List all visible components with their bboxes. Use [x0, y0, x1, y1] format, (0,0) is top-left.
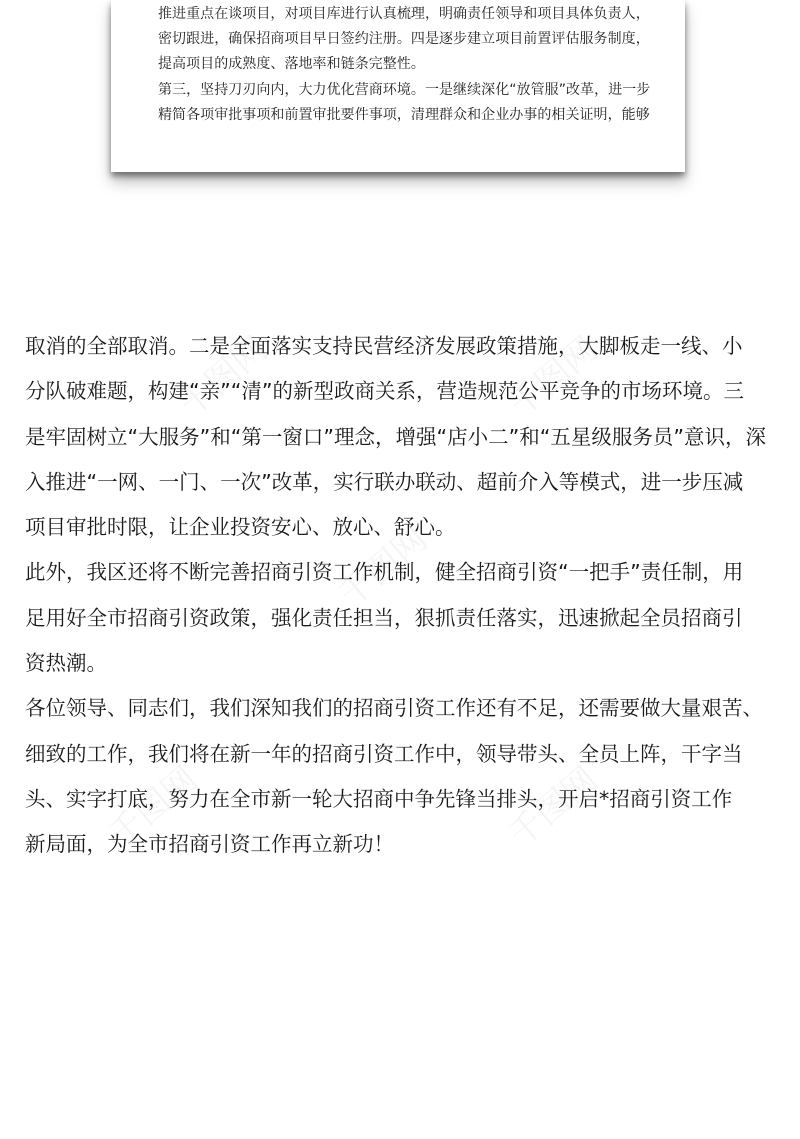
watermark: 千图网 — [171, 329, 276, 426]
watermark: 千图网 — [101, 759, 206, 856]
watermark: 千图网 — [331, 519, 436, 616]
text-line: 入推进“一网、一门、一次”改革，实行联办联动、超前介入等模式，进一步压减 — [25, 469, 744, 494]
watermark: 千图网 — [501, 329, 606, 426]
text-line: 项目审批时限，让企业投资安心、放心、舒心。 — [25, 515, 456, 540]
text-line: 分队破难题，构建“亲”“清”的新型政商关系，营造规范公平竞争的市场环境。三 — [25, 379, 744, 404]
paragraph — [25, 550, 785, 686]
doc-preview-line: 推进重点在谈项目，对项目库进行认真梳理，明确责任领导和项目具体负责人， — [158, 6, 650, 22]
text-line: 资热潮。 — [25, 651, 107, 676]
doc-preview-line: 提高项目的成熟度、落地率和链条完整性。 — [158, 56, 425, 73]
doc-preview-line: 密切跟进，确保招商项目早日签约注册。四是逐步建立项目前置评估服务制度， — [158, 31, 650, 48]
text-line: 头、实字打底，努力在全市新一轮大招商中争先锋当排头，开启*招商引资工作 — [25, 786, 733, 811]
text-line: 取消的全部取消。二是全面落实支持民营经济发展政策措施，大脚板走一线、小 — [25, 334, 743, 358]
text-line: 新局面，为全市招商引资工作再立新功！ — [25, 832, 394, 857]
text-line: 足用好全市招商引资政策，强化责任担当，狠抓责任落实，迅速掀起全员招商引 — [25, 605, 743, 630]
article-body — [25, 324, 785, 868]
paragraph — [25, 324, 785, 550]
doc-preview-line: 第三，坚持刀刃向内，大力优化营商环境。一是继续深化“放管服”改革，进一步 — [158, 81, 651, 98]
text-line: 此外，我区还将不断完善招商引资工作机制，健全招商引资“一把手”责任制，用 — [25, 560, 744, 585]
paragraph — [25, 686, 785, 867]
watermark: 千图网 — [501, 759, 606, 856]
text-line: 细致的工作，我们将在新一年的招商引资工作中，领导带头、全员上阵，干字当 — [25, 741, 743, 766]
text-line: 是牢固树立“大服务”和“第一窗口”理念，增强“店小二”和“五星级服务员”意识，深 — [25, 424, 766, 449]
document-page-preview — [111, 0, 685, 172]
text-line: 各位领导、同志们，我们深知我们的招商引资工作还有不足，还需要做大量艰苦、 — [25, 696, 763, 721]
doc-preview-line: 精简各项审批事项和前置审批要件事项，清理群众和企业办事的相关证明，能够 — [158, 106, 650, 123]
